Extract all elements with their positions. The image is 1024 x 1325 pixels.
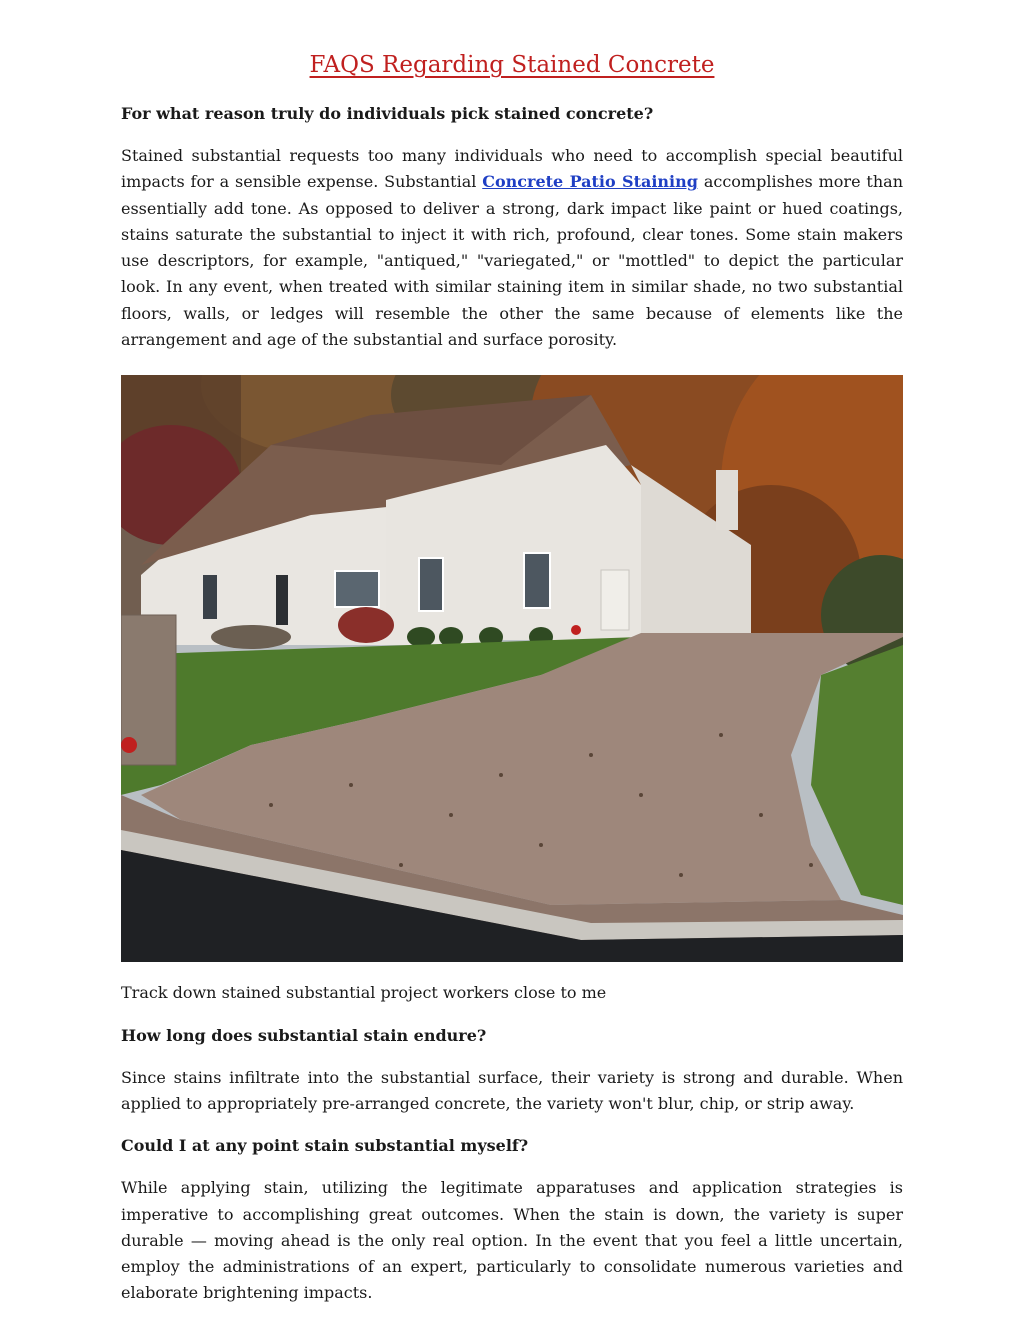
concrete-patio-staining-link[interactable]: Concrete Patio Staining — [482, 172, 698, 192]
question-1: For what reason truly do individuals pick stained concrete? — [121, 104, 654, 123]
paragraph-1-text-b: accomplishes more than essentially add tone. As opposed to deliver a strong, dark impact like paint or hued coatings, stains saturate the substantial to inject it with rich, profound, clear tones. Some stain makers use descriptors, for example, "antiqued," "variegated," or "mottled" to depict the particular look. In any event, when treated with similar staining item in similar shade, no two substantial floors, walls, or ledges will resemble the other the same because of elements like the arrangement and age of the substantial and surface porosity. — [121, 172, 903, 350]
page-title: FAQS Regarding Stained Concrete — [309, 52, 715, 78]
paragraph-1 — [121, 143, 903, 353]
photo-caption: Track down stained substantial project workers close to me — [121, 983, 607, 1003]
paragraph-3: While applying stain, utilizing the legitimate apparatuses and application strategies is imperative to accomplishing great outcomes. When the stain is down, the variety is super durable — moving ahead is the only real option. In the event that you feel a little uncertain, employ the administrations of an expert, particularly to consolidate numerous varieties and elaborate brightening impacts. — [121, 1178, 903, 1303]
house-driveway-photo — [121, 375, 903, 962]
document-page — [121, 48, 903, 1307]
paragraph-2: Since stains infiltrate into the substantial surface, their variety is strong and durable. When applied to appropriately pre-arranged concrete, the variety won't blur, chip, or strip away. — [121, 1067, 903, 1113]
question-2: How long does substantial stain endure? — [121, 1025, 487, 1045]
question-3: Could I at any point stain substantial myself? — [121, 1136, 529, 1156]
paragraph-1-text-a: Stained substantial requests too many individuals who need to accomplish special beautiful impacts for a sensible expense. Substantial — [121, 146, 903, 192]
